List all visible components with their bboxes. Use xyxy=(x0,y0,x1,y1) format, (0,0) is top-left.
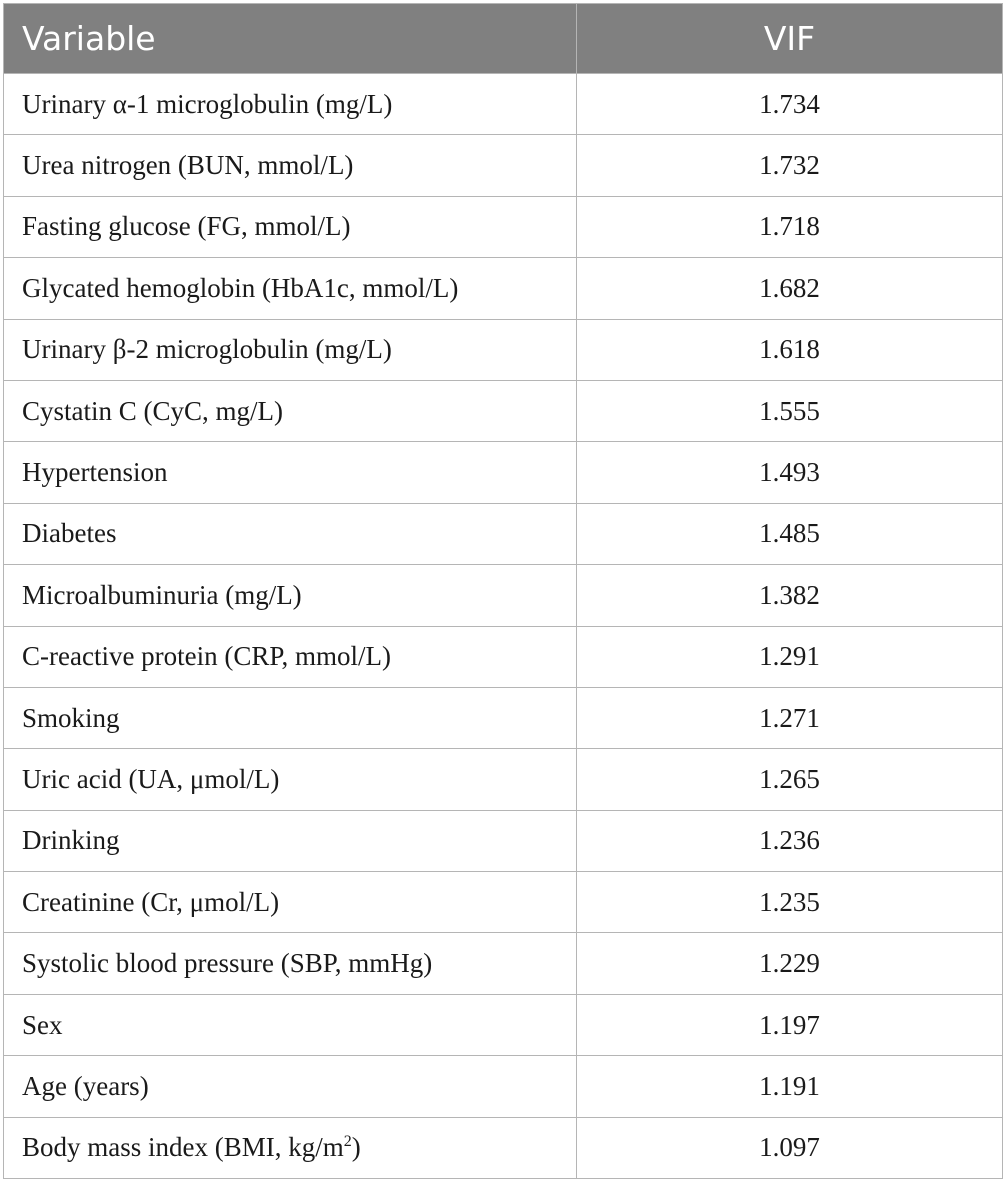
variable-cell: Creatinine (Cr, μmol/L) xyxy=(4,872,577,933)
table-row xyxy=(4,565,1003,626)
variable-cell: Smoking xyxy=(4,687,577,748)
variable-cell: Hypertension xyxy=(4,442,577,503)
table-row xyxy=(4,687,1003,748)
table-row xyxy=(4,749,1003,810)
variable-cell: Urinary α-1 microglobulin (mg/L) xyxy=(4,74,577,135)
vif-cell: 1.235 xyxy=(577,872,1003,933)
variable-cell: Cystatin C (CyC, mg/L) xyxy=(4,380,577,441)
bmi-label-prefix: Body mass index (BMI, kg/m xyxy=(22,1132,344,1163)
vif-cell: 1.382 xyxy=(577,565,1003,626)
variable-cell xyxy=(4,1117,577,1178)
variable-cell: C-reactive protein (CRP, mmol/L) xyxy=(4,626,577,687)
vif-cell: 1.291 xyxy=(577,626,1003,687)
variable-cell: Diabetes xyxy=(4,503,577,564)
table-row xyxy=(4,380,1003,441)
vif-cell: 1.191 xyxy=(577,1056,1003,1117)
vif-cell: 1.734 xyxy=(577,74,1003,135)
table-row xyxy=(4,1117,1003,1178)
vif-cell: 1.682 xyxy=(577,258,1003,319)
variable-cell: Systolic blood pressure (SBP, mmHg) xyxy=(4,933,577,994)
header-row xyxy=(4,4,1003,74)
table-row xyxy=(4,258,1003,319)
vif-cell: 1.555 xyxy=(577,380,1003,441)
table-row xyxy=(4,319,1003,380)
vif-cell: 1.493 xyxy=(577,442,1003,503)
vif-cell: 1.197 xyxy=(577,994,1003,1055)
variable-cell: Glycated hemoglobin (HbA1c, mmol/L) xyxy=(4,258,577,319)
table-row xyxy=(4,626,1003,687)
vif-cell: 1.229 xyxy=(577,933,1003,994)
table-row xyxy=(4,135,1003,196)
vif-table xyxy=(3,3,1003,1179)
variable-cell: Drinking xyxy=(4,810,577,871)
variable-cell: Urea nitrogen (BUN, mmol/L) xyxy=(4,135,577,196)
vif-cell: 1.097 xyxy=(577,1117,1003,1178)
variable-cell: Urinary β-2 microglobulin (mg/L) xyxy=(4,319,577,380)
bmi-label-suffix: ) xyxy=(351,1132,361,1163)
table-row xyxy=(4,872,1003,933)
vif-cell: 1.485 xyxy=(577,503,1003,564)
bmi-label-superscript: 2 xyxy=(343,1133,352,1151)
header-variable: Variable xyxy=(4,4,577,74)
vif-cell: 1.718 xyxy=(577,196,1003,257)
vif-cell: 1.236 xyxy=(577,810,1003,871)
table-row xyxy=(4,933,1003,994)
variable-cell: Uric acid (UA, μmol/L) xyxy=(4,749,577,810)
header-vif: VIF xyxy=(577,4,1003,74)
table-row xyxy=(4,74,1003,135)
table-row xyxy=(4,810,1003,871)
variable-cell: Age (years) xyxy=(4,1056,577,1117)
variable-cell: Fasting glucose (FG, mmol/L) xyxy=(4,196,577,257)
table-row xyxy=(4,503,1003,564)
variable-cell: Microalbuminuria (mg/L) xyxy=(4,565,577,626)
vif-cell: 1.265 xyxy=(577,749,1003,810)
table-row xyxy=(4,1056,1003,1117)
variable-cell: Sex xyxy=(4,994,577,1055)
vif-cell: 1.732 xyxy=(577,135,1003,196)
table-row xyxy=(4,994,1003,1055)
vif-cell: 1.271 xyxy=(577,687,1003,748)
vif-cell: 1.618 xyxy=(577,319,1003,380)
table-row xyxy=(4,196,1003,257)
table-row xyxy=(4,442,1003,503)
